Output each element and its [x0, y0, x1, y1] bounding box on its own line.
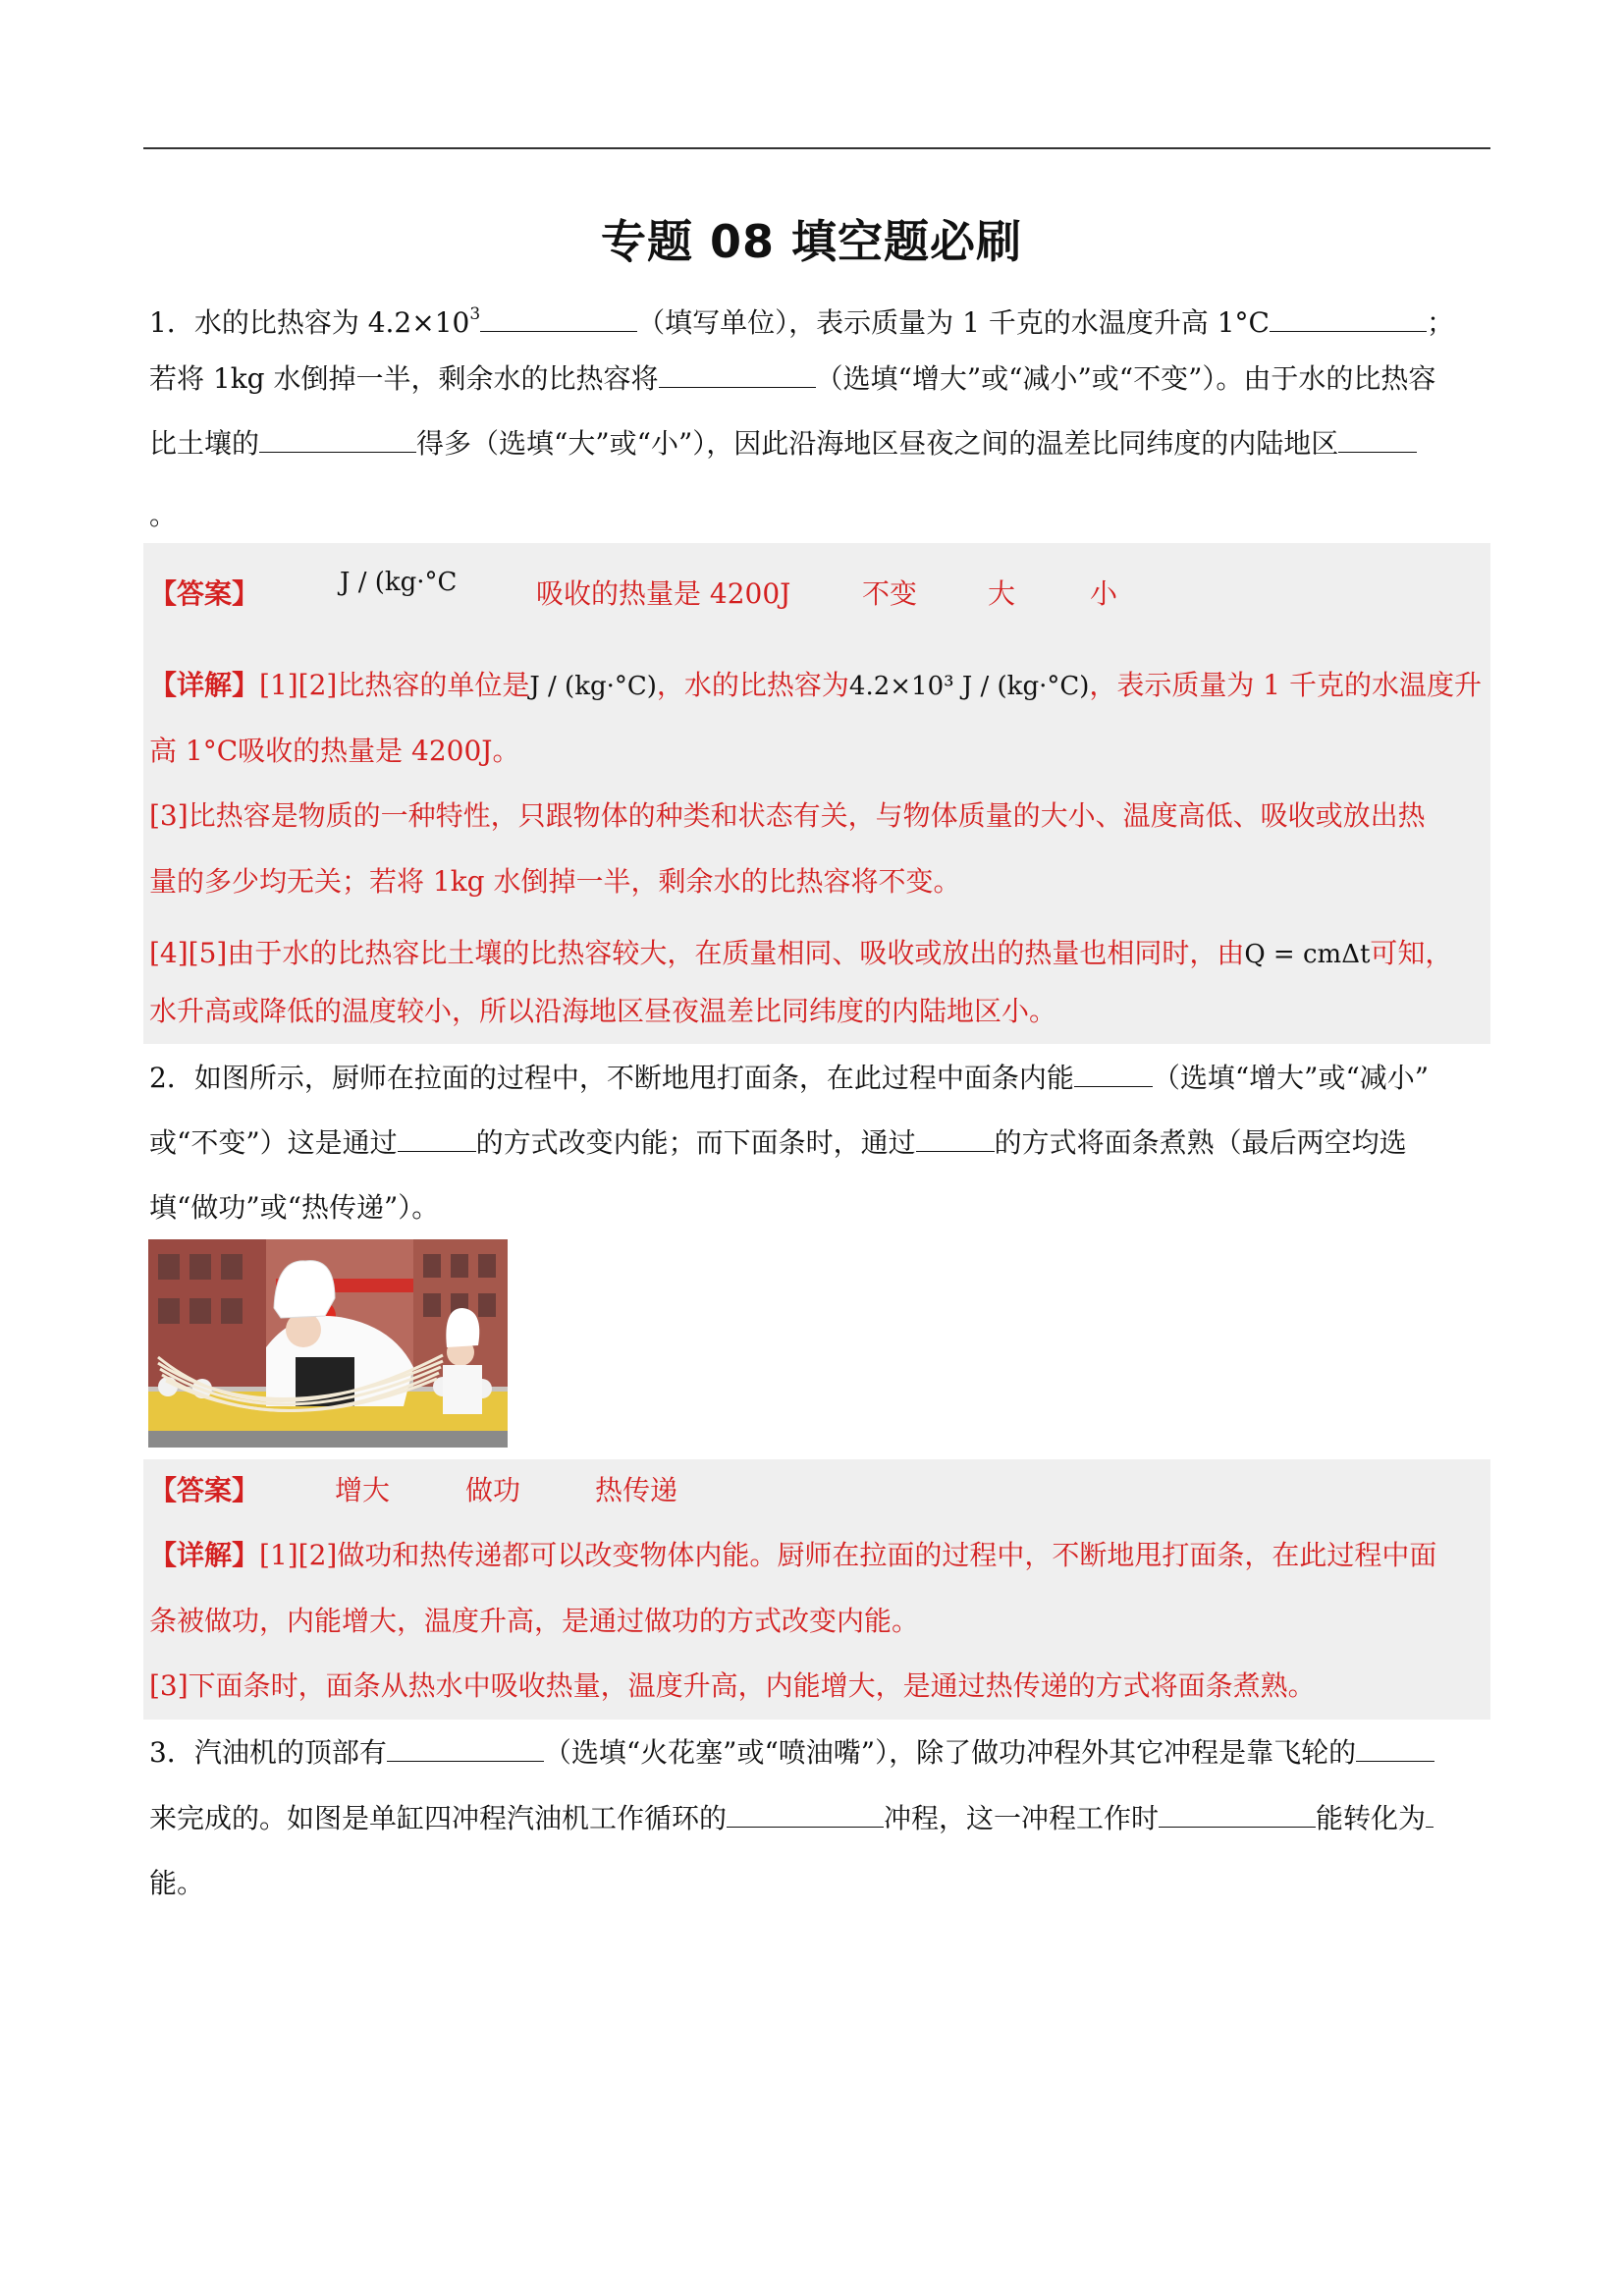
- blank[interactable]: [916, 1124, 995, 1152]
- detail-line: 条被做功，内能增大，温度升高，是通过做功的方式改变内能。: [149, 1605, 920, 1637]
- formula: J / (kg·°C): [529, 672, 657, 701]
- q1-line-4: 。: [149, 499, 178, 531]
- blank[interactable]: [1074, 1060, 1153, 1087]
- q3-line-2: 来完成的。如图是单缸四冲程汽油机工作循环的 冲程，这一冲程工作时 能转化为: [149, 1799, 1490, 1838]
- detail-line: [3]下面条时，面条从热水中吸收热量，温度升高，内能增大，是通过热传递的方式将面条煮熟。: [149, 1669, 1316, 1702]
- blank[interactable]: [727, 1800, 884, 1828]
- header-rule: [143, 147, 1490, 149]
- blank[interactable]: [1426, 1800, 1434, 1828]
- q2-line-2: 或“不变”）这是通过 的方式改变内能；而下面条时，通过 的方式将面条煮熟（最后两空均选: [149, 1126, 1407, 1159]
- formula: Q = cmΔt: [1244, 940, 1371, 969]
- blank[interactable]: [480, 304, 637, 332]
- formula: 4.2×10³ J / (kg·°C): [848, 672, 1090, 701]
- blank[interactable]: [1338, 425, 1417, 453]
- blank[interactable]: [398, 1124, 476, 1152]
- detail-line: 高 1°C吸收的热量是 4200J。: [149, 735, 520, 767]
- blank[interactable]: [659, 360, 816, 388]
- q3-line-3: 能。: [149, 1867, 205, 1899]
- detail-line: [3]比热容是物质的一种特性，只跟物体的种类和状态有关，与物体质量的大小、温度高低、吸收或放出热: [149, 799, 1426, 832]
- answer-item: 不变: [862, 577, 918, 610]
- q2-line-3: 填“做功”或“热传递”）。: [149, 1191, 440, 1224]
- answer-formula: J / (kg·°C: [340, 568, 458, 597]
- detail-line: 量的多少均无关；若将 1kg 水倒掉一半，剩余水的比热容将不变。: [149, 865, 961, 898]
- q3-line-1: 3．汽油机的顶部有 （选填“火花塞”或“喷油嘴”），除了做功冲程外其它冲程是靠飞轮的: [149, 1733, 1490, 1773]
- page-title: 专题 08 填空题必刷: [600, 215, 1023, 268]
- q1-line-2: 若将 1kg 水倒掉一半，剩余水的比热容将 （选填“增大”或“减小”或“不变”）。由于水的比热容: [149, 362, 1436, 395]
- blank[interactable]: [1270, 304, 1427, 332]
- chef-noodle-photo: [148, 1239, 508, 1448]
- blank[interactable]: [387, 1734, 544, 1762]
- answer-item: 吸收的热量是 4200J: [536, 577, 791, 610]
- answer-box-1: [143, 543, 1490, 1044]
- detail-line: 【详解】[1][2]做功和热传递都可以改变物体内能。厨师在拉面的过程中，不断地甩打面条，在此过程中面: [149, 1539, 1437, 1571]
- answer-item: 小: [1090, 577, 1118, 610]
- answer-label: 【答案】: [149, 577, 260, 610]
- blank[interactable]: [1356, 1734, 1434, 1762]
- q2-line-1: 2．如图所示，厨师在拉面的过程中，不断地甩打面条，在此过程中面条内能 （选填“增大”或“减小”: [149, 1062, 1430, 1094]
- answer-item: 大: [988, 577, 1016, 610]
- blank[interactable]: [259, 425, 416, 453]
- detail-line: 【详解】[1][2]比热容的单位是J / (kg·°C)，水的比热容为4.2×10³ J / (kg·°C)，表示质量为 1 千克的水温度升: [149, 669, 1483, 701]
- detail-line: 水升高或降低的温度较小，所以沿海地区昼夜温差比同纬度的内陆地区小。: [149, 995, 1057, 1027]
- answer-label: 【答案】: [149, 1474, 260, 1506]
- blank[interactable]: [1159, 1800, 1316, 1828]
- detail-line: [4][5]由于水的比热容比土壤的比热容较大，在质量相同、吸收或放出的热量也相同时，由Q = cmΔt可知，: [149, 937, 1453, 969]
- q1-line-1: 1．水的比热容为 $4.2\times 10^3$ （填写单位），表示质量为 1 千克的水温度升高 1°C ；: [149, 304, 1454, 339]
- q1-line-3: 比土壤的 得多（选填“大”或“小”），因此沿海地区昼夜之间的温差比同纬度的内陆地区: [149, 424, 1490, 464]
- answer-box-2: [143, 1459, 1490, 1720]
- answer-item: 增大: [335, 1474, 391, 1506]
- answer-item: 热传递: [595, 1474, 678, 1506]
- answer-item: 做功: [465, 1474, 521, 1506]
